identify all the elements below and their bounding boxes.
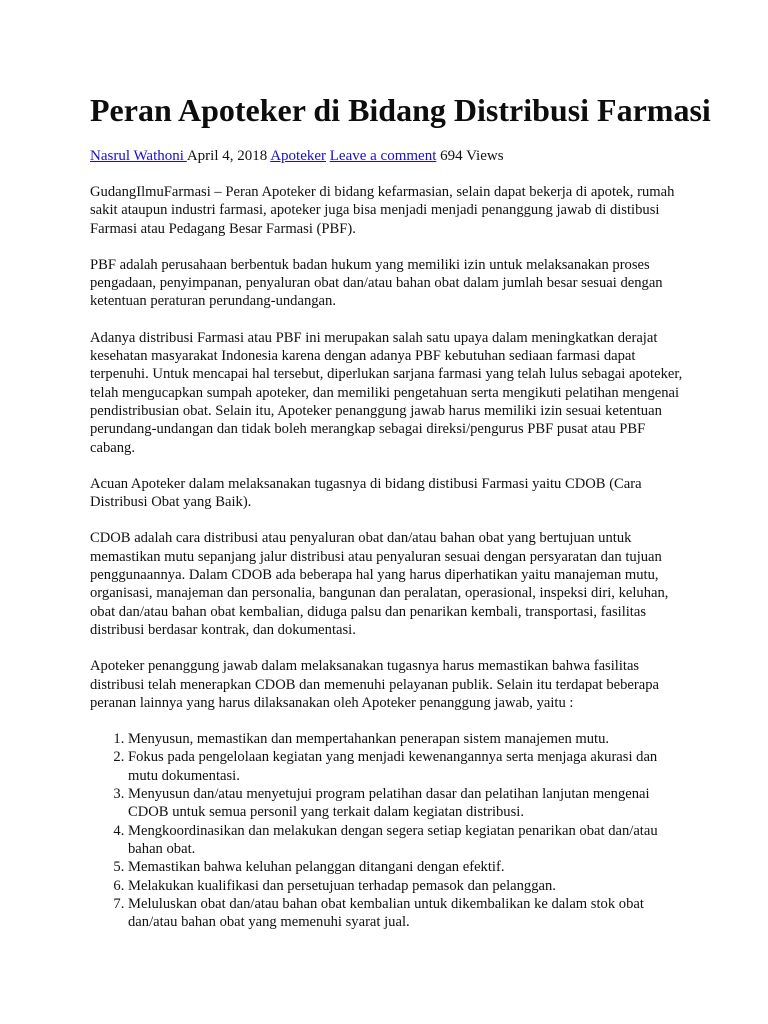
- list-item: 1. Menyusun, memastikan dan mempertahankan penerapan sistem manajemen mutu.: [128, 730, 690, 748]
- paragraph-cdob-definition: CDOB adalah cara distribusi atau penyaluran obat dan/atau bahan obat yang bertujuan untuk memastikan mutu sepanjang jalur distribusi atau penyaluran sesuai dengan persyaratan dan tujuan penggunaannya. Dalam CDOB ada beberapa hal yang harus diperhatikan yaitu manajeman mutu, organisasi, manajeman dan personalia, bangunan dan peralatan, operasional, inspeksi diri, keluhan, obat dan/atau bahan obat kembalian, diduga palsu dan penarikan kembali, transportasi, fasilitas distribusi berdasar kontrak, dan dokumentasi.: [90, 530, 669, 638]
- list-item: 7. Meluluskan obat dan/atau bahan obat kembalian untuk dikembalikan ke dalam stok obat dan/atau bahan obat yang memenuhi syarat jual.: [128, 895, 690, 932]
- comment-link[interactable]: Leave a comment: [329, 148, 437, 164]
- paragraph-intro: GudangIlmuFarmasi – Peran Apoteker di bidang kefarmasian, selain dapat bekerja di apotek, rumah sakit ataupun industri farmasi, apoteker juga bisa menjadi menjadi penanggung jawab di distibusi Farmasi atau Pedagang Besar Farmasi (PBF).: [90, 184, 675, 237]
- paragraph-responsibilities: Apoteker penanggung jawab dalam melaksanakan tugasnya harus memastikan bahwa fasilitas distribusi telah menerapkan CDOB dan memenuhi pelayanan publik. Selain itu terdapat beberapa peranan lainnya yang harus dilaksanakan oleh Apoteker penanggung jawab, yaitu :: [90, 658, 659, 711]
- post-date: April 4, 2018: [186, 148, 268, 164]
- paragraph-pbf-definition: PBF adalah perusahaan berbentuk badan hukum yang memiliki izin untuk melaksanakan proses pengadaan, penyimpanan, penyaluran obat dan/atau bahan obat dalam jumlah besar sesuai dengan ketentuan peraturan perundang-undangan.: [90, 256, 663, 310]
- article-title: Peran Apoteker di Bidang Distribusi Farmasi: [90, 92, 711, 128]
- article-meta: [90, 146, 504, 166]
- list-item: 5. Memastikan bahwa keluhan pelanggan ditangani dengan efektif.: [128, 858, 690, 876]
- author-link[interactable]: Nasrul Wathoni: [90, 148, 187, 164]
- paragraph-cdob-reference: Acuan Apoteker dalam melaksanakan tugasnya di bidang distibusi Farmasi yaitu CDOB (Cara Distribusi Obat yang Baik).: [90, 475, 642, 511]
- article-body: [90, 183, 690, 931]
- list-item: 6. Melakukan kualifikasi dan persetujuan terhadap pemasok dan pelanggan.: [128, 877, 690, 895]
- list-item: 4. Mengkoordinasikan dan melakukan dengan segera setiap kegiatan penarikan obat dan/atau bahan obat.: [128, 822, 690, 859]
- paragraph-pbf-role: Adanya distribusi Farmasi atau PBF ini merupakan salah satu upaya dalam meningkatkan derajat kesehatan masyarakat Indonesia karena dengan adanya PBF kebutuhan sediaan farmasi dapat terpenuhi. Untuk mencapai hal tersebut, diperlukan sarjana farmasi yang telah lulus sebagai apoteker, telah mengucapkan sumpah apoteker, dan memiliki pengetahuan serta mengikuti pelatihan mengenai pendistribusian obat. Selain itu, Apoteker penanggung jawab harus memiliki izin sesuai ketentuan perundang-undangan dan tidak boleh merangkap sebagai direksi/pengurus PBF pusat atau PBF cabang.: [90, 329, 683, 456]
- category-link[interactable]: Apoteker: [270, 148, 327, 164]
- responsibilities-list: [90, 730, 690, 931]
- list-item: 2. Fokus pada pengelolaan kegiatan yang menjadi kewenangannya serta menjaga akurasi dan mutu dokumentasi.: [128, 748, 690, 785]
- view-count: 694 Views: [440, 148, 504, 164]
- list-item: 3. Menyusun dan/atau menyetujui program pelatihan dasar dan pelatihan lanjutan mengenai CDOB untuk semua personil yang terkait dalam kegiatan distribusi.: [128, 785, 690, 822]
